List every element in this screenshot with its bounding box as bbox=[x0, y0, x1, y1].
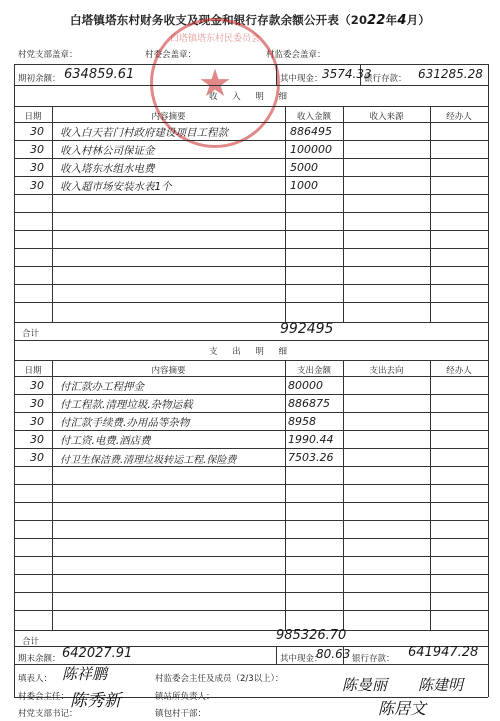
opening-bank-label: 银行存款： bbox=[364, 74, 407, 84]
expense-row-amount: 7503.26 bbox=[288, 451, 334, 464]
expense-row-desc: 付卫生保洁费.清理垃圾转运工程.保险费 bbox=[60, 455, 237, 466]
income-row-date: 30 bbox=[30, 161, 44, 174]
title-suffix: 月） bbox=[406, 13, 431, 27]
supervisor-signature-1: 陈曼丽 bbox=[342, 676, 388, 694]
income-row-desc: 收入超市场安装水表1个 bbox=[60, 181, 172, 193]
income-header-amount: 收入金额 bbox=[296, 112, 331, 122]
income-row-date: 30 bbox=[30, 143, 44, 156]
opening-cash-value: 3574.33 bbox=[322, 67, 372, 81]
village-committee-seal-label: 村委会盖章： bbox=[145, 50, 197, 60]
income-row-desc: 收入白天若门村政府建设项目工程款 bbox=[60, 127, 228, 139]
station-head-label: 镇站所负责人： bbox=[155, 692, 215, 702]
title-year: 22 bbox=[367, 13, 386, 28]
party-secretary-label: 村党支部书记： bbox=[18, 709, 78, 719]
income-total-label: 合计 bbox=[22, 329, 40, 339]
village-head-label: 村委会主任： bbox=[18, 692, 70, 702]
closing-bank-label: 银行存款： bbox=[352, 654, 395, 664]
expense-row-date: 30 bbox=[30, 451, 44, 464]
income-row-amount: 5000 bbox=[290, 161, 318, 174]
expense-header-destination: 支出去向 bbox=[369, 366, 404, 376]
supervisor-signature-3: 陈居文 bbox=[378, 699, 427, 718]
income-row-date: 30 bbox=[30, 125, 44, 138]
supervision-seal-label: 村监委会盖章： bbox=[266, 50, 326, 60]
filler-label: 填表人： bbox=[18, 674, 53, 684]
supervisor-signature-2: 陈建明 bbox=[418, 676, 464, 694]
income-row-desc: 收入塔东水组水电费 bbox=[60, 163, 155, 175]
income-row-date: 30 bbox=[30, 179, 44, 192]
expense-header-handler: 经办人 bbox=[446, 366, 472, 376]
closing-cash-label: 其中现金： bbox=[280, 654, 323, 664]
closing-balance-label: 期末余额： bbox=[18, 654, 61, 664]
closing-cash-value: 80.63 bbox=[316, 647, 351, 661]
star-icon: ★ bbox=[197, 61, 233, 105]
expense-row-amount: 8958 bbox=[288, 415, 316, 428]
expense-total-value: 985326.70 bbox=[276, 628, 347, 643]
opening-cash-label: 其中现金： bbox=[280, 74, 323, 84]
supervisors-label: 村监委会主任及成员（2/3以上）： bbox=[155, 674, 284, 684]
page-title bbox=[0, 12, 500, 28]
expense-total-label: 合计 bbox=[22, 637, 40, 647]
opening-balance-value: 634859.61 bbox=[64, 67, 135, 82]
title-month: 4 bbox=[397, 13, 407, 28]
title-year-unit: 年 bbox=[385, 13, 398, 27]
expense-row-date: 30 bbox=[30, 433, 44, 446]
expense-header-date: 日期 bbox=[24, 366, 42, 376]
income-header-source: 收入来源 bbox=[369, 112, 404, 122]
filler-signature: 陈祥鹏 bbox=[62, 665, 108, 683]
income-row-desc: 收入村林公司保证金 bbox=[60, 145, 155, 157]
income-total-value: 992495 bbox=[280, 321, 334, 337]
expense-row-desc: 付工程款.清理垃圾.杂物运载 bbox=[60, 399, 193, 411]
title-prefix: 白塔镇塔东村财务收支及现金和银行存款余额公开表（20 bbox=[69, 13, 368, 27]
town-cadre-label: 镇包村干部： bbox=[155, 709, 207, 719]
expense-row-desc: 付汇款办工程押金 bbox=[60, 381, 144, 393]
closing-bank-value: 641947.28 bbox=[408, 645, 479, 660]
head-signature: 陈秀新 bbox=[70, 691, 121, 711]
expense-row-date: 30 bbox=[30, 415, 44, 428]
income-row-amount: 886495 bbox=[290, 125, 332, 138]
expense-header-amount: 支出金额 bbox=[296, 366, 331, 376]
income-row-amount: 1000 bbox=[290, 179, 318, 192]
opening-balance-label: 期初余额： bbox=[18, 74, 61, 84]
expense-row-amount: 886875 bbox=[288, 397, 330, 410]
expense-row-amount: 1990.44 bbox=[288, 433, 334, 446]
expense-row-amount: 80000 bbox=[288, 379, 323, 392]
income-header-desc: 内容摘要 bbox=[151, 112, 186, 122]
stamp-text: 白塔镇塔东村民委员会 bbox=[169, 34, 260, 44]
expense-section-title: 支 出 明 细 bbox=[208, 347, 294, 357]
opening-bank-value: 631285.28 bbox=[418, 67, 483, 81]
closing-balance-value: 642027.91 bbox=[62, 646, 133, 661]
expense-row-date: 30 bbox=[30, 397, 44, 410]
expense-row-desc: 付工资.电费.酒店费 bbox=[60, 435, 151, 447]
expense-row-date: 30 bbox=[30, 379, 44, 392]
income-section-title: 收 入 明 细 bbox=[208, 92, 294, 102]
income-header-date: 日期 bbox=[24, 112, 42, 122]
expense-header-desc: 内容摘要 bbox=[151, 366, 186, 376]
party-branch-seal-label: 村党支部盖章： bbox=[18, 50, 78, 60]
income-row-amount: 100000 bbox=[290, 143, 332, 156]
income-header-handler: 经办人 bbox=[446, 112, 472, 122]
expense-row-desc: 付汇款手续费.办用品等杂物 bbox=[60, 417, 190, 429]
